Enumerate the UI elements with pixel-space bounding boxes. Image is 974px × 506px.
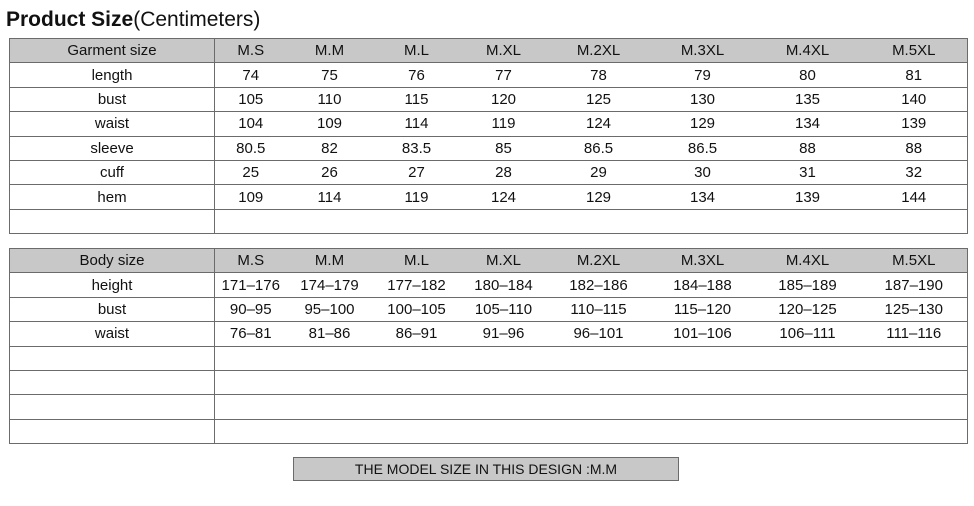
empty-value-cell — [215, 419, 968, 443]
value-cell: 74 — [215, 63, 287, 87]
value-cell: 174–179 — [287, 273, 373, 297]
value-cell: 184–188 — [651, 273, 755, 297]
value-cell: 30 — [651, 160, 755, 184]
table-row — [10, 160, 968, 184]
value-cell: 85 — [461, 136, 547, 160]
empty-row — [10, 370, 968, 394]
value-cell: 140 — [861, 87, 968, 111]
body-header-label: Body size — [10, 249, 215, 273]
empty-value-cell — [215, 395, 968, 419]
value-cell: 135 — [755, 87, 861, 111]
value-cell: 81–86 — [287, 322, 373, 346]
value-cell: 83.5 — [373, 136, 461, 160]
value-cell: 185–189 — [755, 273, 861, 297]
empty-row — [10, 346, 968, 370]
table-row — [10, 297, 968, 321]
value-cell: 114 — [373, 112, 461, 136]
value-cell: 75 — [287, 63, 373, 87]
size-header-cell: M.M — [287, 249, 373, 273]
value-cell: 26 — [287, 160, 373, 184]
table-row — [10, 136, 968, 160]
value-cell: 125 — [547, 87, 651, 111]
value-cell: 115 — [373, 87, 461, 111]
value-cell: 104 — [215, 112, 287, 136]
value-cell: 86.5 — [547, 136, 651, 160]
row-label: waist — [10, 112, 215, 136]
value-cell: 134 — [755, 112, 861, 136]
value-cell: 111–116 — [861, 322, 968, 346]
value-cell: 115–120 — [651, 297, 755, 321]
size-header-cell: M.S — [215, 39, 287, 63]
value-cell: 91–96 — [461, 322, 547, 346]
value-cell: 180–184 — [461, 273, 547, 297]
value-cell: 177–182 — [373, 273, 461, 297]
value-cell: 171–176 — [215, 273, 287, 297]
row-label: hem — [10, 185, 215, 209]
title-unit: (Centimeters) — [133, 8, 261, 31]
value-cell: 110–115 — [547, 297, 651, 321]
value-cell: 109 — [287, 112, 373, 136]
value-cell: 124 — [461, 185, 547, 209]
value-cell: 32 — [861, 160, 968, 184]
page-title — [6, 8, 260, 32]
empty-value-cell — [215, 370, 968, 394]
garment-header-label: Garment size — [10, 39, 215, 63]
value-cell: 27 — [373, 160, 461, 184]
empty-label-cell — [10, 395, 215, 419]
empty-row — [10, 395, 968, 419]
title-main: Product Size — [6, 8, 134, 31]
value-cell: 134 — [651, 185, 755, 209]
row-label: cuff — [10, 160, 215, 184]
value-cell: 76–81 — [215, 322, 287, 346]
value-cell: 95–100 — [287, 297, 373, 321]
value-cell: 129 — [651, 112, 755, 136]
value-cell: 129 — [547, 185, 651, 209]
model-size-note: THE MODEL SIZE IN THIS DESIGN :M.M — [293, 457, 679, 481]
value-cell: 82 — [287, 136, 373, 160]
value-cell: 80 — [755, 63, 861, 87]
value-cell: 76 — [373, 63, 461, 87]
value-cell: 114 — [287, 185, 373, 209]
table-row — [10, 185, 968, 209]
value-cell: 139 — [861, 112, 968, 136]
value-cell: 120 — [461, 87, 547, 111]
empty-row — [10, 419, 968, 443]
value-cell: 80.5 — [215, 136, 287, 160]
size-header-cell: M.4XL — [755, 39, 861, 63]
value-cell: 100–105 — [373, 297, 461, 321]
value-cell: 77 — [461, 63, 547, 87]
value-cell: 120–125 — [755, 297, 861, 321]
value-cell: 88 — [755, 136, 861, 160]
value-cell: 86–91 — [373, 322, 461, 346]
size-header-cell: M.XL — [461, 39, 547, 63]
table-row — [10, 87, 968, 111]
value-cell: 110 — [287, 87, 373, 111]
row-label: bust — [10, 87, 215, 111]
empty-label-cell — [10, 346, 215, 370]
value-cell: 105–110 — [461, 297, 547, 321]
size-header-cell: M.2XL — [547, 249, 651, 273]
value-cell: 124 — [547, 112, 651, 136]
value-cell: 187–190 — [861, 273, 968, 297]
size-header-cell: M.S — [215, 249, 287, 273]
size-header-cell: M.3XL — [651, 249, 755, 273]
value-cell: 25 — [215, 160, 287, 184]
value-cell: 96–101 — [547, 322, 651, 346]
size-header-cell: M.2XL — [547, 39, 651, 63]
value-cell: 105 — [215, 87, 287, 111]
empty-row — [10, 209, 968, 233]
empty-value-cell — [215, 209, 968, 233]
size-header-cell: M.L — [373, 249, 461, 273]
value-cell: 81 — [861, 63, 968, 87]
value-cell: 28 — [461, 160, 547, 184]
value-cell: 125–130 — [861, 297, 968, 321]
row-label: sleeve — [10, 136, 215, 160]
body-size-table — [9, 248, 968, 444]
table-row — [10, 63, 968, 87]
value-cell: 106–111 — [755, 322, 861, 346]
value-cell: 78 — [547, 63, 651, 87]
value-cell: 139 — [755, 185, 861, 209]
value-cell: 182–186 — [547, 273, 651, 297]
value-cell: 86.5 — [651, 136, 755, 160]
size-header-cell: M.L — [373, 39, 461, 63]
value-cell: 88 — [861, 136, 968, 160]
size-header-cell: M.5XL — [861, 39, 968, 63]
empty-value-cell — [215, 346, 968, 370]
size-header-cell: M.4XL — [755, 249, 861, 273]
table-row — [10, 112, 968, 136]
value-cell: 29 — [547, 160, 651, 184]
row-label: length — [10, 63, 215, 87]
size-header-cell: M.3XL — [651, 39, 755, 63]
row-label: waist — [10, 322, 215, 346]
value-cell: 130 — [651, 87, 755, 111]
size-header-cell: M.XL — [461, 249, 547, 273]
garment-size-table — [9, 38, 968, 234]
value-cell: 101–106 — [651, 322, 755, 346]
empty-label-cell — [10, 209, 215, 233]
value-cell: 144 — [861, 185, 968, 209]
value-cell: 119 — [461, 112, 547, 136]
table-row — [10, 273, 968, 297]
garment-header-row — [10, 39, 968, 63]
value-cell: 31 — [755, 160, 861, 184]
body-header-row — [10, 249, 968, 273]
value-cell: 79 — [651, 63, 755, 87]
empty-label-cell — [10, 370, 215, 394]
size-header-cell: M.M — [287, 39, 373, 63]
size-header-cell: M.5XL — [861, 249, 968, 273]
empty-label-cell — [10, 419, 215, 443]
value-cell: 119 — [373, 185, 461, 209]
table-row — [10, 322, 968, 346]
row-label: height — [10, 273, 215, 297]
row-label: bust — [10, 297, 215, 321]
value-cell: 90–95 — [215, 297, 287, 321]
value-cell: 109 — [215, 185, 287, 209]
